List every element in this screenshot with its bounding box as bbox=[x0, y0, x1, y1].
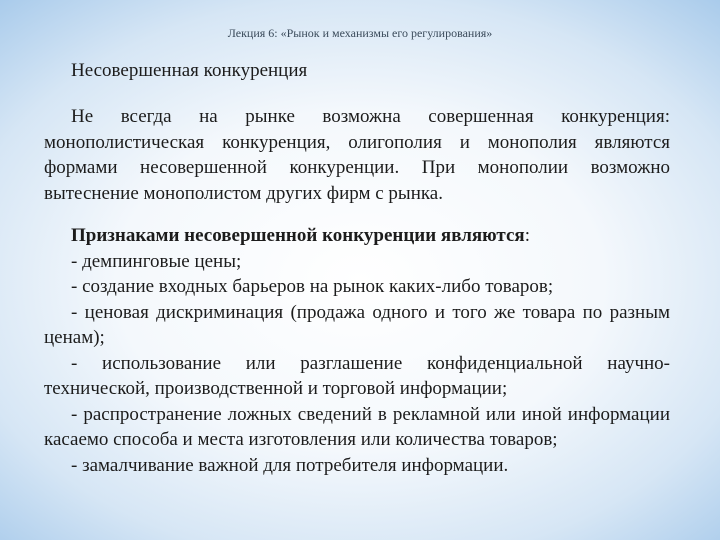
signs-list bbox=[44, 249, 670, 479]
signs-colon: : bbox=[524, 225, 530, 246]
lecture-title: Лекция 6: «Рынок и механизмы его регулирования» bbox=[227, 26, 493, 40]
list-item: - ценовая дискриминация (продажа одного и того же товара по разным ценам); bbox=[44, 301, 670, 348]
signs-heading: Признаками несовершенной конкуренции являются bbox=[71, 225, 525, 246]
intro-paragraph: Не всегда на рынке возможна совершенная конкуренция: монополистическая конкуренция, олигополия и монополия являются формами несовершенной конкуренции. При монополии возможно вытеснение монополистом других фирм с рынка. bbox=[44, 106, 670, 204]
list-item: - распространение ложных сведений в рекламной или иной информации касаемо способа и места изготовления или количества товаров; bbox=[44, 403, 670, 450]
list-item: - демпинговые цены; bbox=[71, 250, 242, 272]
list-item: - замалчивание важной для потребителя информации. bbox=[71, 454, 509, 476]
list-item: - создание входных барьеров на рынок каких-либо товаров; bbox=[71, 276, 554, 297]
list-item: - использование или разглашение конфиденциальной научно-технической, производственной и торговой информации; bbox=[44, 352, 670, 399]
signs-intro bbox=[44, 223, 670, 249]
section-heading: Несовершенная конкуренция bbox=[71, 60, 308, 81]
spacer bbox=[44, 206, 670, 223]
slide-content bbox=[44, 58, 670, 478]
